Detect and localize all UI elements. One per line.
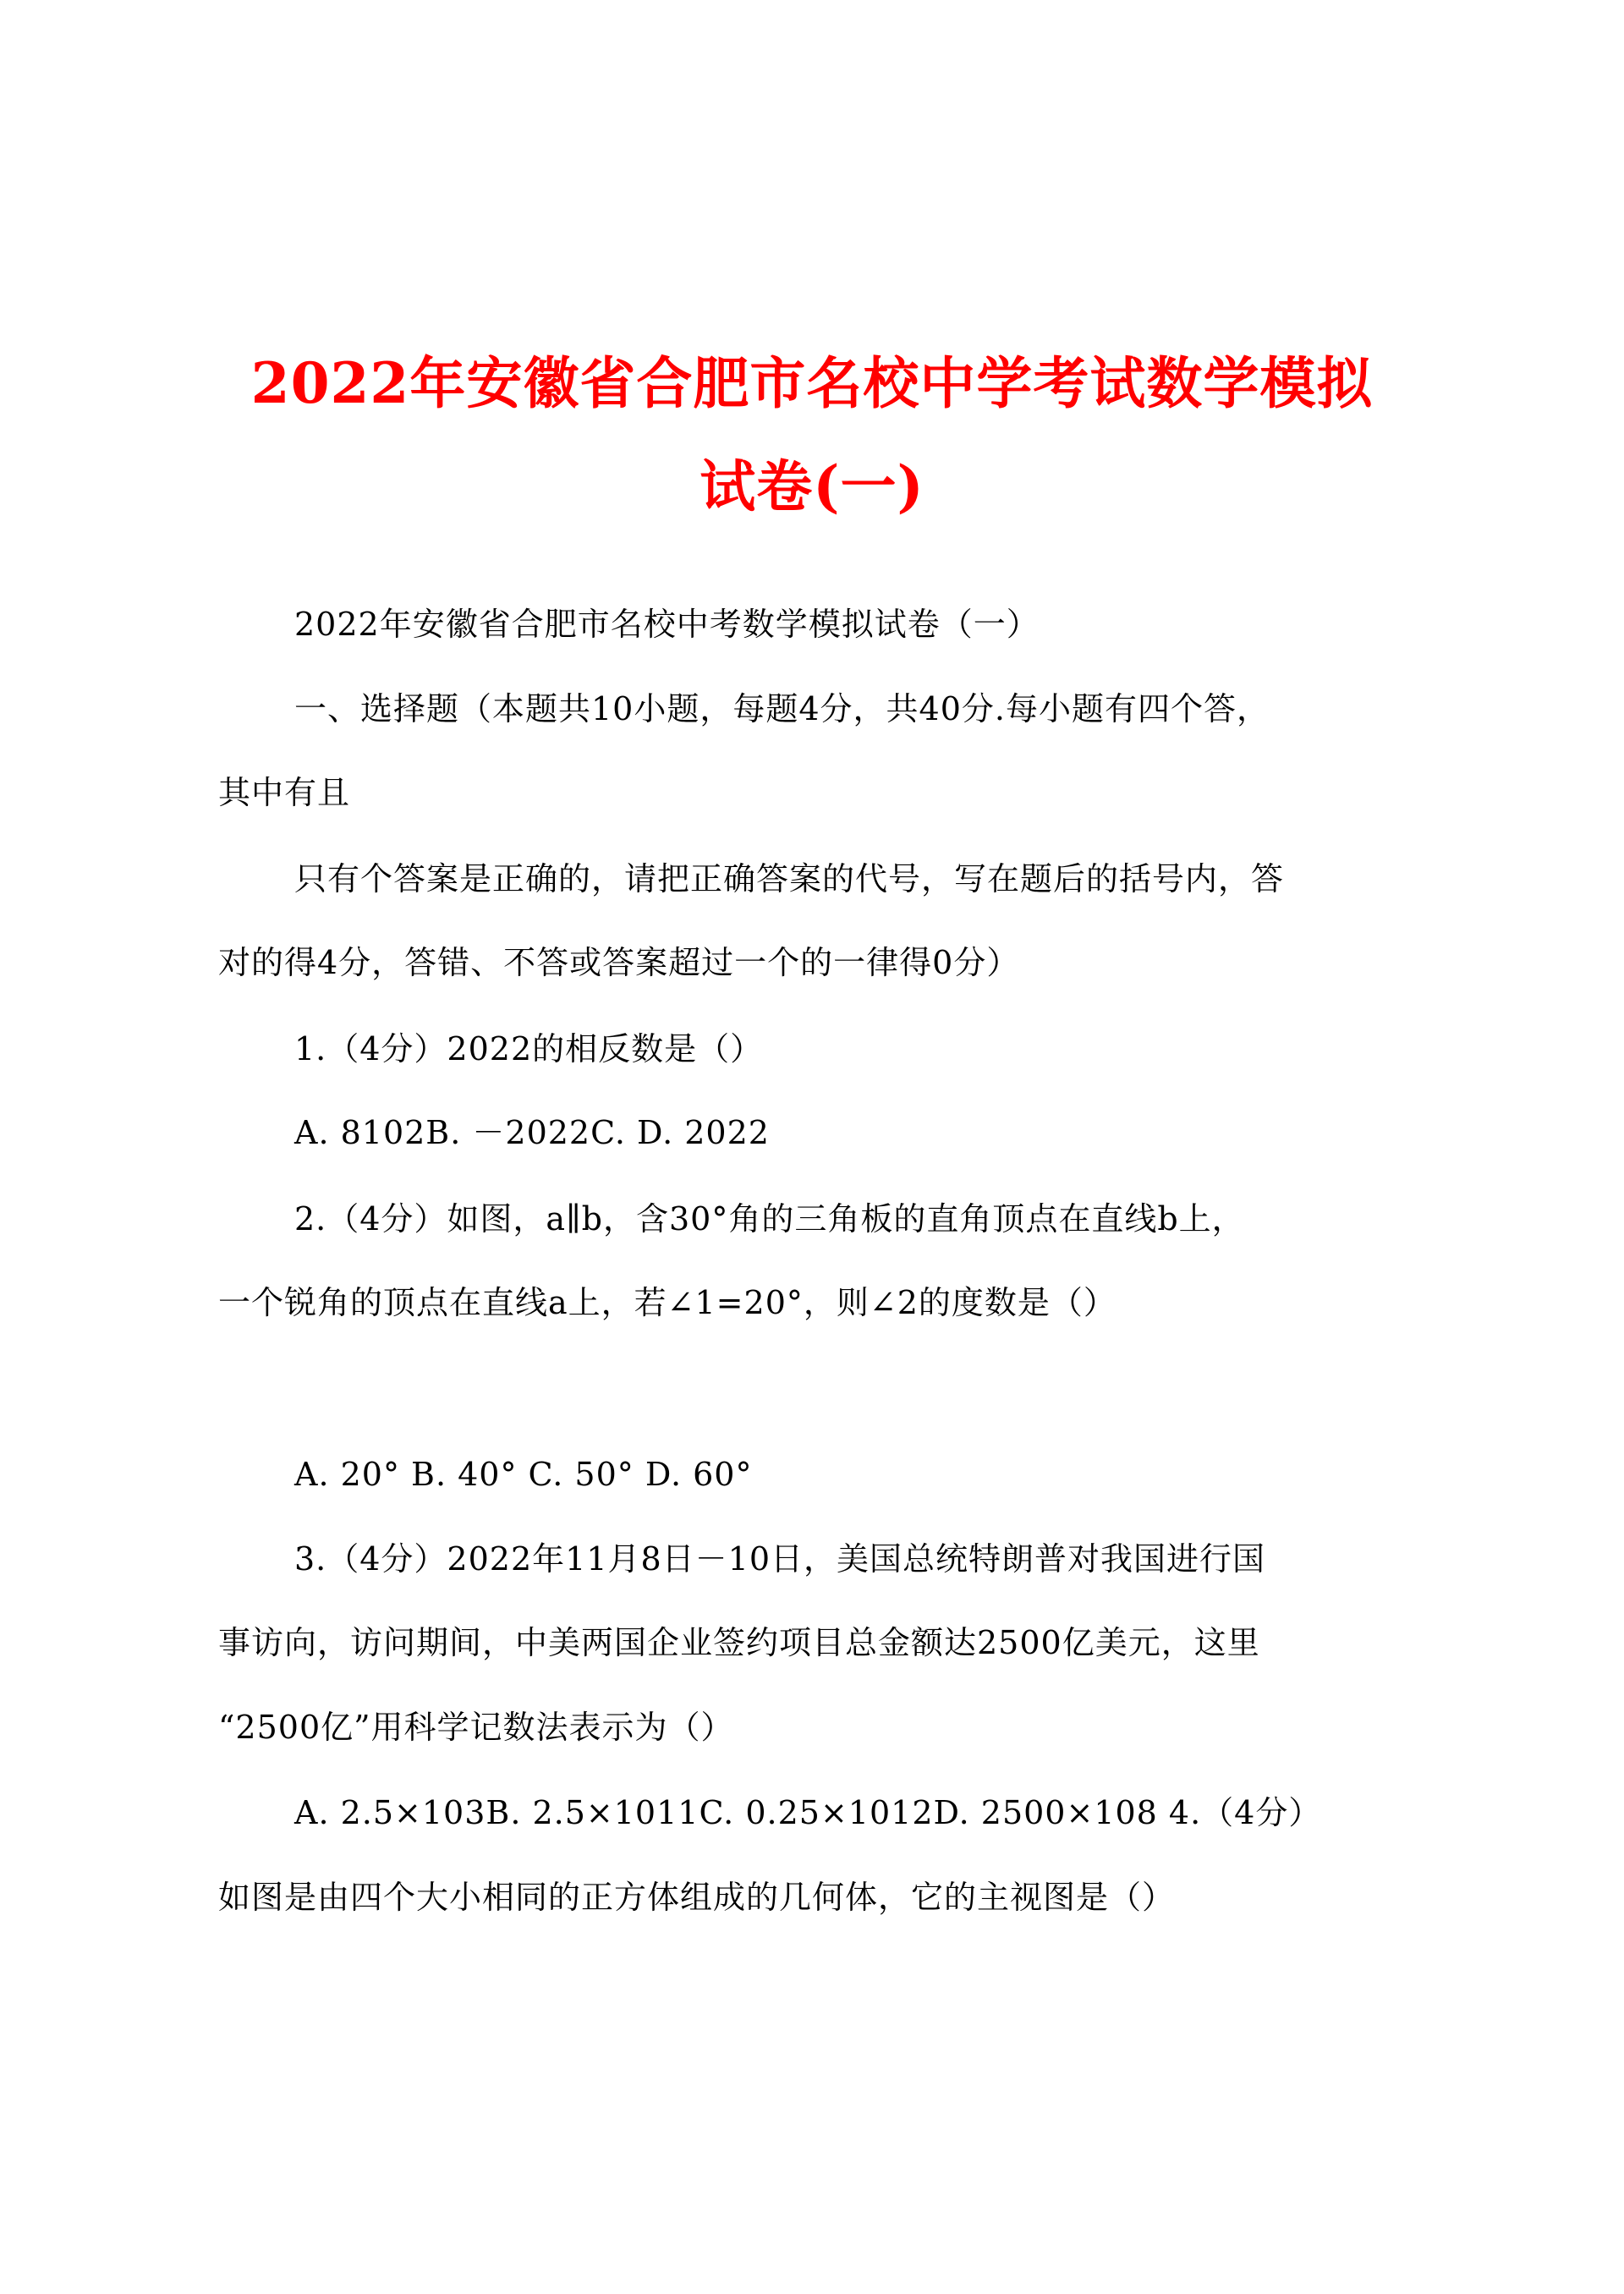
question-2: 2.（4分）如图，a∥b，含30°角的三角板的直角顶点在直线b上， (294, 1200, 1245, 1238)
question-2-options: A. 20° B. 40° C. 50° D. 60° (294, 1456, 753, 1493)
question-3-cont: 事访向，访问期间，中美两国企业签约项目总金额达2500亿美元，这里 (218, 1624, 1260, 1661)
question-3-options: A. 2.5×103B. 2.5×1011C. 0.25×1012D. 2500×108 4.（4分） (294, 1794, 1322, 1831)
question-1: 1.（4分）2022的相反数是（） (294, 1030, 764, 1067)
instructions-line: 只有个答案是正确的，请把正确答案的代号，写在题后的括号内，答 (294, 860, 1285, 897)
question-4: 如图是由四个大小相同的正方体组成的几何体，它的主视图是（） (218, 1879, 1176, 1916)
document-title-line2: 试卷(一) (700, 453, 924, 519)
question-2-cont: 一个锐角的顶点在直线a上，若∠1=20°，则∠2的度数是（） (218, 1284, 1116, 1321)
question-3: 3.（4分）2022年11月8日－10日，美国总统特朗普对我国进行国 (294, 1540, 1266, 1578)
document-title-line1: 2022年安徽省合肥市名校中学考试数学模拟 (250, 350, 1374, 416)
section-heading-line: 一、选择题（本题共10小题，每题4分，共40分.每小题有四个答， (294, 690, 1270, 727)
question-3-cont2: “2500亿”用科学记数法表示为（） (218, 1709, 734, 1746)
question-1-options: A. 8102B. －2022C. D. 2022 (294, 1114, 770, 1151)
subtitle-line: 2022年安徽省合肥市名校中考数学模拟试卷（一） (294, 606, 1040, 643)
instructions-cont: 对的得4分，答错、不答或答案超过一个的一律得0分） (218, 944, 1020, 981)
section-heading-cont: 其中有且 (218, 774, 351, 811)
